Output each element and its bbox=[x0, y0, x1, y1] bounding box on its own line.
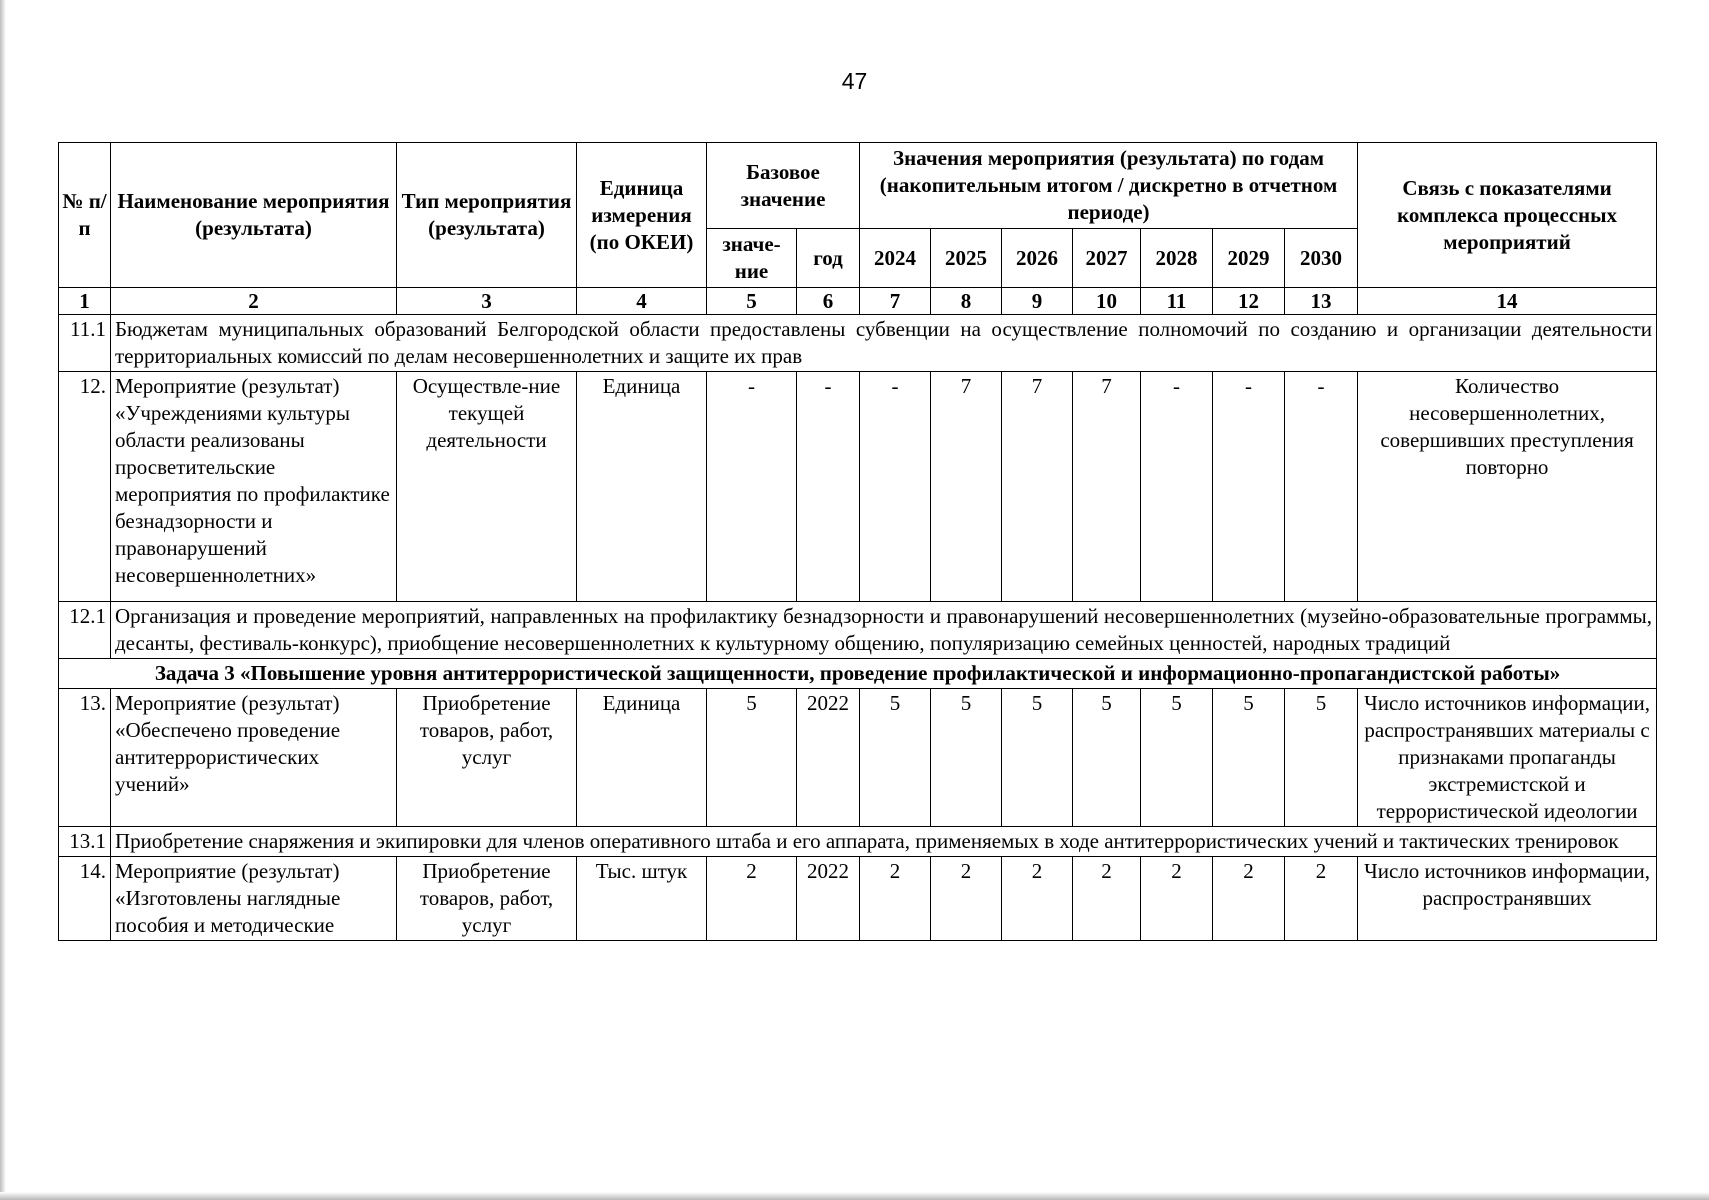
row-description: Организация и проведение мероприятий, направленных на профилактику безнадзорности и правонарушений несовершеннолетних (музейно-образовательные программы, десанты, фестиваль-конкурс), приобщение несовершеннолетних к культурному общению, популяризацию семейных ценностей, народных традиций bbox=[111, 602, 1657, 659]
header-year: 2028 bbox=[1141, 229, 1213, 288]
row-13 bbox=[59, 689, 1657, 827]
header-values: Значения мероприятия (результата) по годам (накопительным итогом / дискретно в отчетном периоде) bbox=[860, 143, 1358, 229]
header-base-year: год bbox=[797, 229, 860, 288]
scan-edge-left bbox=[0, 0, 6, 1200]
page-number: 47 bbox=[841, 68, 868, 94]
measures-table bbox=[58, 142, 1657, 941]
year-value: 5 bbox=[1213, 689, 1285, 827]
base-year: 2022 bbox=[797, 689, 860, 827]
base-year: - bbox=[797, 372, 860, 602]
year-value: 2 bbox=[860, 857, 931, 941]
year-value: 2 bbox=[1141, 857, 1213, 941]
row-12-1 bbox=[59, 602, 1657, 659]
year-value: 2 bbox=[1073, 857, 1141, 941]
row-13-1 bbox=[59, 827, 1657, 857]
header-year: 2026 bbox=[1002, 229, 1073, 288]
column-number: 10 bbox=[1073, 288, 1141, 315]
column-number: 8 bbox=[931, 288, 1002, 315]
year-value: 7 bbox=[1073, 372, 1141, 602]
column-number: 6 bbox=[797, 288, 860, 315]
measure-unit: Тыс. штук bbox=[577, 857, 707, 941]
row-number: 13.1 bbox=[59, 827, 111, 857]
column-number: 9 bbox=[1002, 288, 1073, 315]
task-heading: Задача 3 «Повышение уровня антитеррористической защищенности, проведение профилактической и информационно-пропагандистской работы» bbox=[59, 659, 1657, 689]
year-value: 7 bbox=[931, 372, 1002, 602]
column-number: 7 bbox=[860, 288, 931, 315]
indicator-link: Число источников информации, распространявших bbox=[1358, 857, 1657, 941]
row-14 bbox=[59, 857, 1657, 941]
year-value: 2 bbox=[1002, 857, 1073, 941]
indicator-link: Количество несовершеннолетних, совершивших преступления повторно bbox=[1358, 372, 1657, 602]
row-description: Бюджетам муниципальных образований Белгородской области предоставлены субвенции на осуществление полномочий по созданию и организации деятельности территориальных комиссий по делам несовершеннолетних и защите их прав bbox=[111, 315, 1657, 372]
year-value: 2 bbox=[931, 857, 1002, 941]
measure-type: Осуществле-ние текущей деятельности bbox=[397, 372, 577, 602]
header-link: Связь с показателями комплекса процессных мероприятий bbox=[1358, 143, 1657, 288]
header-year: 2025 bbox=[931, 229, 1002, 288]
year-value: 2 bbox=[1285, 857, 1358, 941]
column-number: 11 bbox=[1141, 288, 1213, 315]
header-name: Наименование мероприятия (результата) bbox=[111, 143, 397, 288]
row-12 bbox=[59, 372, 1657, 602]
measure-unit: Единица bbox=[577, 689, 707, 827]
measure-name: Мероприятие (результат) «Изготовлены наглядные пособия и методические bbox=[111, 857, 397, 941]
header-year: 2024 bbox=[860, 229, 931, 288]
row-number: 12.1 bbox=[59, 602, 111, 659]
header-base: Базовое значение bbox=[707, 143, 860, 229]
column-number: 13 bbox=[1285, 288, 1358, 315]
year-value: 5 bbox=[1073, 689, 1141, 827]
scan-edge-bottom bbox=[0, 1192, 1709, 1200]
base-value: 5 bbox=[707, 689, 797, 827]
year-value: 5 bbox=[860, 689, 931, 827]
column-number: 12 bbox=[1213, 288, 1285, 315]
year-value: - bbox=[1285, 372, 1358, 602]
column-number: 4 bbox=[577, 288, 707, 315]
row-number: 13. bbox=[59, 689, 111, 827]
base-value: - bbox=[707, 372, 797, 602]
row-number: 12. bbox=[59, 372, 111, 602]
column-numbers-row bbox=[59, 288, 1657, 315]
column-number: 3 bbox=[397, 288, 577, 315]
year-value: 5 bbox=[1285, 689, 1358, 827]
year-value: - bbox=[1213, 372, 1285, 602]
year-value: - bbox=[860, 372, 931, 602]
header-year: 2029 bbox=[1213, 229, 1285, 288]
year-value: 5 bbox=[931, 689, 1002, 827]
row-number: 11.1 bbox=[59, 315, 111, 372]
header-base-value: значе-ние bbox=[707, 229, 797, 288]
year-value: 2 bbox=[1213, 857, 1285, 941]
column-number: 5 bbox=[707, 288, 797, 315]
task-3-row bbox=[59, 659, 1657, 689]
measure-name: Мероприятие (результат) «Обеспечено проведение антитеррористических учений» bbox=[111, 689, 397, 827]
row-11-1 bbox=[59, 315, 1657, 372]
header-num: № п/п bbox=[59, 143, 111, 288]
header-unit: Единица измерения (по ОКЕИ) bbox=[577, 143, 707, 288]
year-value: - bbox=[1141, 372, 1213, 602]
measure-unit: Единица bbox=[577, 372, 707, 602]
column-number: 1 bbox=[59, 288, 111, 315]
year-value: 5 bbox=[1002, 689, 1073, 827]
column-number: 14 bbox=[1358, 288, 1657, 315]
year-value: 5 bbox=[1141, 689, 1213, 827]
header-row-1 bbox=[59, 143, 1657, 229]
header-year: 2030 bbox=[1285, 229, 1358, 288]
header-type: Тип мероприятия (результата) bbox=[397, 143, 577, 288]
measure-type: Приобретение товаров, работ, услуг bbox=[397, 689, 577, 827]
row-description: Приобретение снаряжения и экипировки для членов оперативного штаба и его аппарата, применяемых в ходе антитеррористических учений и тактических тренировок bbox=[111, 827, 1657, 857]
base-year: 2022 bbox=[797, 857, 860, 941]
year-value: 7 bbox=[1002, 372, 1073, 602]
measure-name: Мероприятие (результат) «Учреждениями культуры области реализованы просветительские мероприятия по профилактике безнадзорности и правонарушений несовершеннолетних» bbox=[111, 372, 397, 602]
base-value: 2 bbox=[707, 857, 797, 941]
measure-type: Приобретение товаров, работ, услуг bbox=[397, 857, 577, 941]
indicator-link: Число источников информации, распространявших материалы с признаками пропаганды экстремистской и террористической идеологии bbox=[1358, 689, 1657, 827]
row-number: 14. bbox=[59, 857, 111, 941]
header-year: 2027 bbox=[1073, 229, 1141, 288]
column-number: 2 bbox=[111, 288, 397, 315]
